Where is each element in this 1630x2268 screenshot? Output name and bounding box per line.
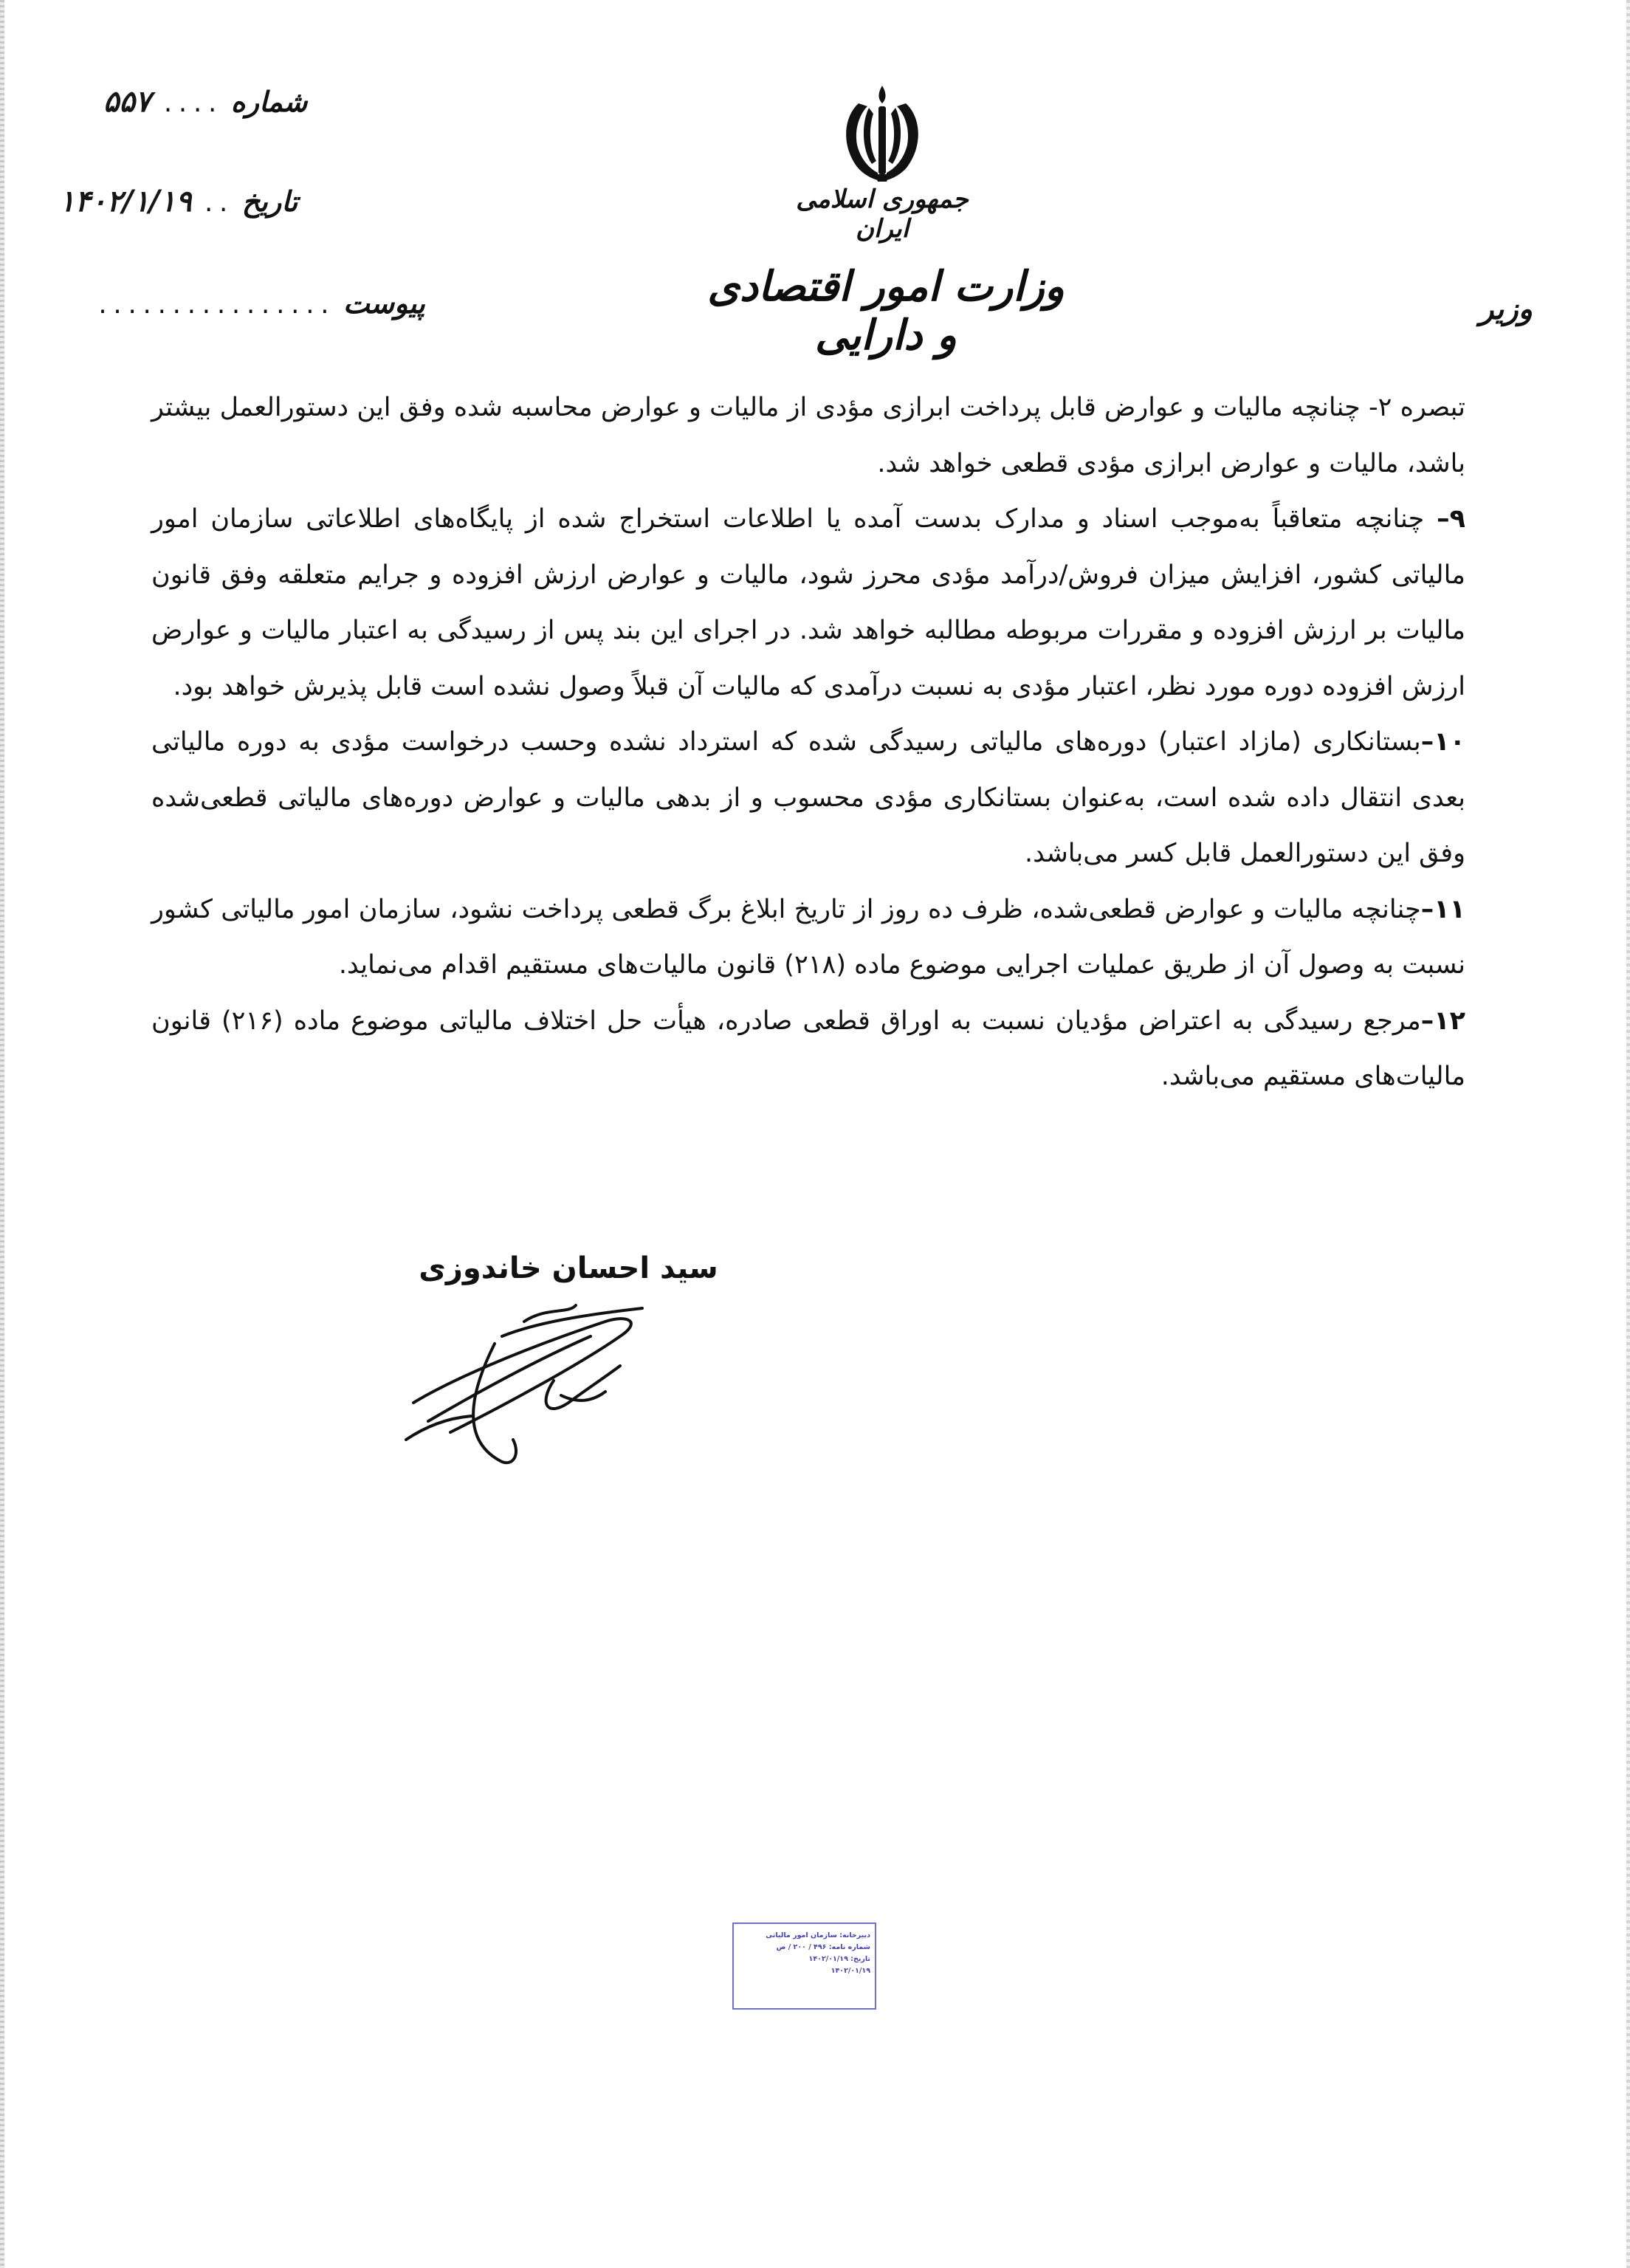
letter-number-dots: .... [161,92,221,117]
paragraph-9 [151,492,1465,715]
letter-attachment-value: ................ [96,293,333,319]
paragraph-note-2: تبصره ۲- چنانچه مالیات و عوارض قابل پرداخت ابرازی مؤدی از مالیات و عوارض محاسبه شده وفق این دستورالعمل بیشتر باشد، مالیات و عوارض ابرازی مؤدی قطعی خواهد شد. [151,393,1465,478]
letter-date [59,185,298,219]
letter-number-value: ۵۵۷ [103,85,151,119]
republic-title: جمهوری اسلامی ایران [796,185,969,244]
paragraph-11-text: چنانچه مالیات و عوارض قطعی‌شده، ظرف ده روز از تاریخ ابلاغ برگ قطعی پرداخت نشود، سازمان امور مالیاتی کشور نسبت به وصول آن از طریق عملیات اجرایی موضوع ماده (۲۱۸) قانون مالیات‌های مستقیم اقدام می‌نماید. [151,894,1465,980]
paragraph-12-text: مرجع رسیدگی به اعتراض مؤدیان نسبت به اوراق قطعی صادره، هیأت حل اختلاف مالیاتی موضوع ماده (۲۱۶) قانون مالیات‌های مستقیم می‌باشد. [151,1006,1465,1091]
letter-number [103,85,307,119]
paragraph-10-text: بستانکاری (مازاد اعتبار) دوره‌های مالیاتی رسیدگی شده که استرداد نشده وحسب درخواست مؤدی به دوره مالیاتی بعدی انتقال داده شده است، به‌عنوان بستانکاری مؤدی محسوب و از بدهی مالیات و عوارض دوره‌های مالیاتی قطعی‌شده وفق این دستورالعمل قابل کسر می‌باشد. [151,727,1465,868]
scan-edge-left [0,0,4,2268]
letter-date-dots: .. [202,191,232,217]
letter-body [151,380,1465,1105]
letter-number-label: شماره [230,85,308,118]
paragraph-12 [151,994,1465,1105]
paragraph-11 [151,882,1465,994]
ministry-title: وزارت امور اقتصادی و دارایی [707,262,1065,360]
paragraph-10-number: ۱۰– [1420,727,1465,757]
paragraph-12-number: ۱۲– [1420,1006,1465,1036]
paragraph-11-number: ۱۱– [1420,894,1465,924]
stamp-line-4: ۱۴۰۲/۰۱/۱۹ [831,1967,870,1975]
iran-emblem-icon [831,81,934,185]
paragraph-10 [151,715,1465,882]
signer-name: سید احسان خاندوزی [419,1251,718,1285]
handwritten-signature-icon [384,1292,701,1469]
stamp-line-3: تاریخ: ۱۴۰۲/۰۱/۱۹ [808,1955,870,1963]
receipt-stamp [732,1922,876,2010]
letter-date-value: ۱۴۰۲/۱/۱۹ [59,185,192,219]
letter-attachment [96,286,425,320]
paragraph-9-text: چنانچه متعاقباً به‌موجب اسناد و مدارک بدست آمده یا اطلاعات استخراج شده از پایگاه‌های اطلاعاتی سازمان امور مالیاتی کشور، افزایش میزان فروش/درآمد مؤدی محرز شود، مالیات و عوارض ارزش افزوده و جرایم متعلقه وفق قانون مالیات بر ارزش افزوده و مقررات مربوطه مطالبه خواهد شد. در اجرای این بند پس از رسیدگی به اعتبار مالیات و عوارض ارزش افزوده دوره مورد نظر، اعتبار مؤدی به نسبت درآمدی که مالیات آن قبلاً وصول نشده است قابل پذیرش خواهد بود. [151,504,1465,701]
scan-edge-right [1626,0,1630,2268]
stamp-line-1: دبیرخانه: سازمان امور مالیاتی [766,1931,870,1939]
stamp-line-2: شماره نامه: ۴۹۶ / ۲۰۰ / ص [776,1943,870,1951]
minister-label: وزیر [1479,292,1533,326]
paragraph-9-number: ۹– [1437,504,1465,534]
letter-attachment-label: پیوست [343,286,425,320]
letter-date-label: تاریخ [241,185,298,218]
